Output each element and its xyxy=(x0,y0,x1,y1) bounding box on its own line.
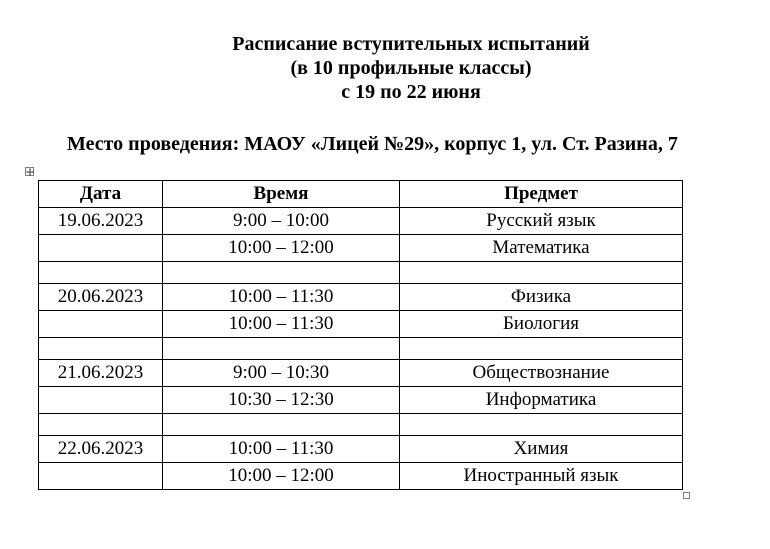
cell-time[interactable]: 10:00 – 11:30 xyxy=(163,311,400,338)
cell-time[interactable]: 10:30 – 12:30 xyxy=(163,387,400,414)
cell-date[interactable] xyxy=(39,235,163,262)
cell-time[interactable]: 10:00 – 11:30 xyxy=(163,436,400,463)
cell-time[interactable] xyxy=(163,262,400,284)
table-row xyxy=(39,387,683,414)
cell-time[interactable]: 10:00 – 11:30 xyxy=(163,284,400,311)
table-row xyxy=(39,311,683,338)
cell-date[interactable]: 20.06.2023 xyxy=(39,284,163,311)
cell-date[interactable]: 19.06.2023 xyxy=(39,208,163,235)
cell-date[interactable]: 21.06.2023 xyxy=(39,360,163,387)
table-row xyxy=(39,284,683,311)
header-time: Время xyxy=(163,181,400,208)
cell-date[interactable] xyxy=(39,463,163,490)
cell-subject[interactable]: Математика xyxy=(400,235,683,262)
cell-subject[interactable]: Информатика xyxy=(400,387,683,414)
cell-date[interactable] xyxy=(39,338,163,360)
cell-subject[interactable]: Иностранный язык xyxy=(400,463,683,490)
cell-time[interactable] xyxy=(163,414,400,436)
cell-subject[interactable] xyxy=(400,262,683,284)
table-row xyxy=(39,360,683,387)
cell-time[interactable]: 10:00 – 12:00 xyxy=(163,235,400,262)
table-row xyxy=(39,235,683,262)
cell-time[interactable]: 9:00 – 10:30 xyxy=(163,360,400,387)
table-row xyxy=(39,208,683,235)
title-line-2: (в 10 профильные классы) xyxy=(290,57,532,79)
title-line-1: Расписание вступительных испытаний xyxy=(232,33,590,55)
schedule-table xyxy=(38,180,683,490)
cell-date[interactable]: 22.06.2023 xyxy=(39,436,163,463)
cell-date[interactable] xyxy=(39,262,163,284)
table-row-empty xyxy=(39,338,683,360)
cell-subject[interactable]: Биология xyxy=(400,311,683,338)
cell-subject[interactable]: Физика xyxy=(400,284,683,311)
table-row xyxy=(39,463,683,490)
cell-time[interactable]: 9:00 – 10:00 xyxy=(163,208,400,235)
table-move-handle-icon[interactable] xyxy=(25,167,34,176)
cell-subject[interactable]: Обществознание xyxy=(400,360,683,387)
cell-time[interactable]: 10:00 – 12:00 xyxy=(163,463,400,490)
cell-date[interactable] xyxy=(39,387,163,414)
table-header-row xyxy=(39,181,683,208)
table-resize-handle-icon[interactable] xyxy=(683,492,690,499)
table-row-empty xyxy=(39,262,683,284)
venue-line: Место проведения: МАОУ «Лицей №29», корпус 1, ул. Ст. Разина, 7 xyxy=(67,133,678,155)
cell-subject[interactable] xyxy=(400,338,683,360)
cell-date[interactable] xyxy=(39,311,163,338)
cell-subject[interactable]: Русский язык xyxy=(400,208,683,235)
cell-time[interactable] xyxy=(163,338,400,360)
table-row xyxy=(39,436,683,463)
table-row-empty xyxy=(39,414,683,436)
document-title xyxy=(0,32,770,104)
header-date: Дата xyxy=(39,181,163,208)
cell-subject[interactable] xyxy=(400,414,683,436)
cell-subject[interactable]: Химия xyxy=(400,436,683,463)
title-line-3: с 19 по 22 июня xyxy=(341,81,481,103)
header-subject: Предмет xyxy=(400,181,683,208)
cell-date[interactable] xyxy=(39,414,163,436)
